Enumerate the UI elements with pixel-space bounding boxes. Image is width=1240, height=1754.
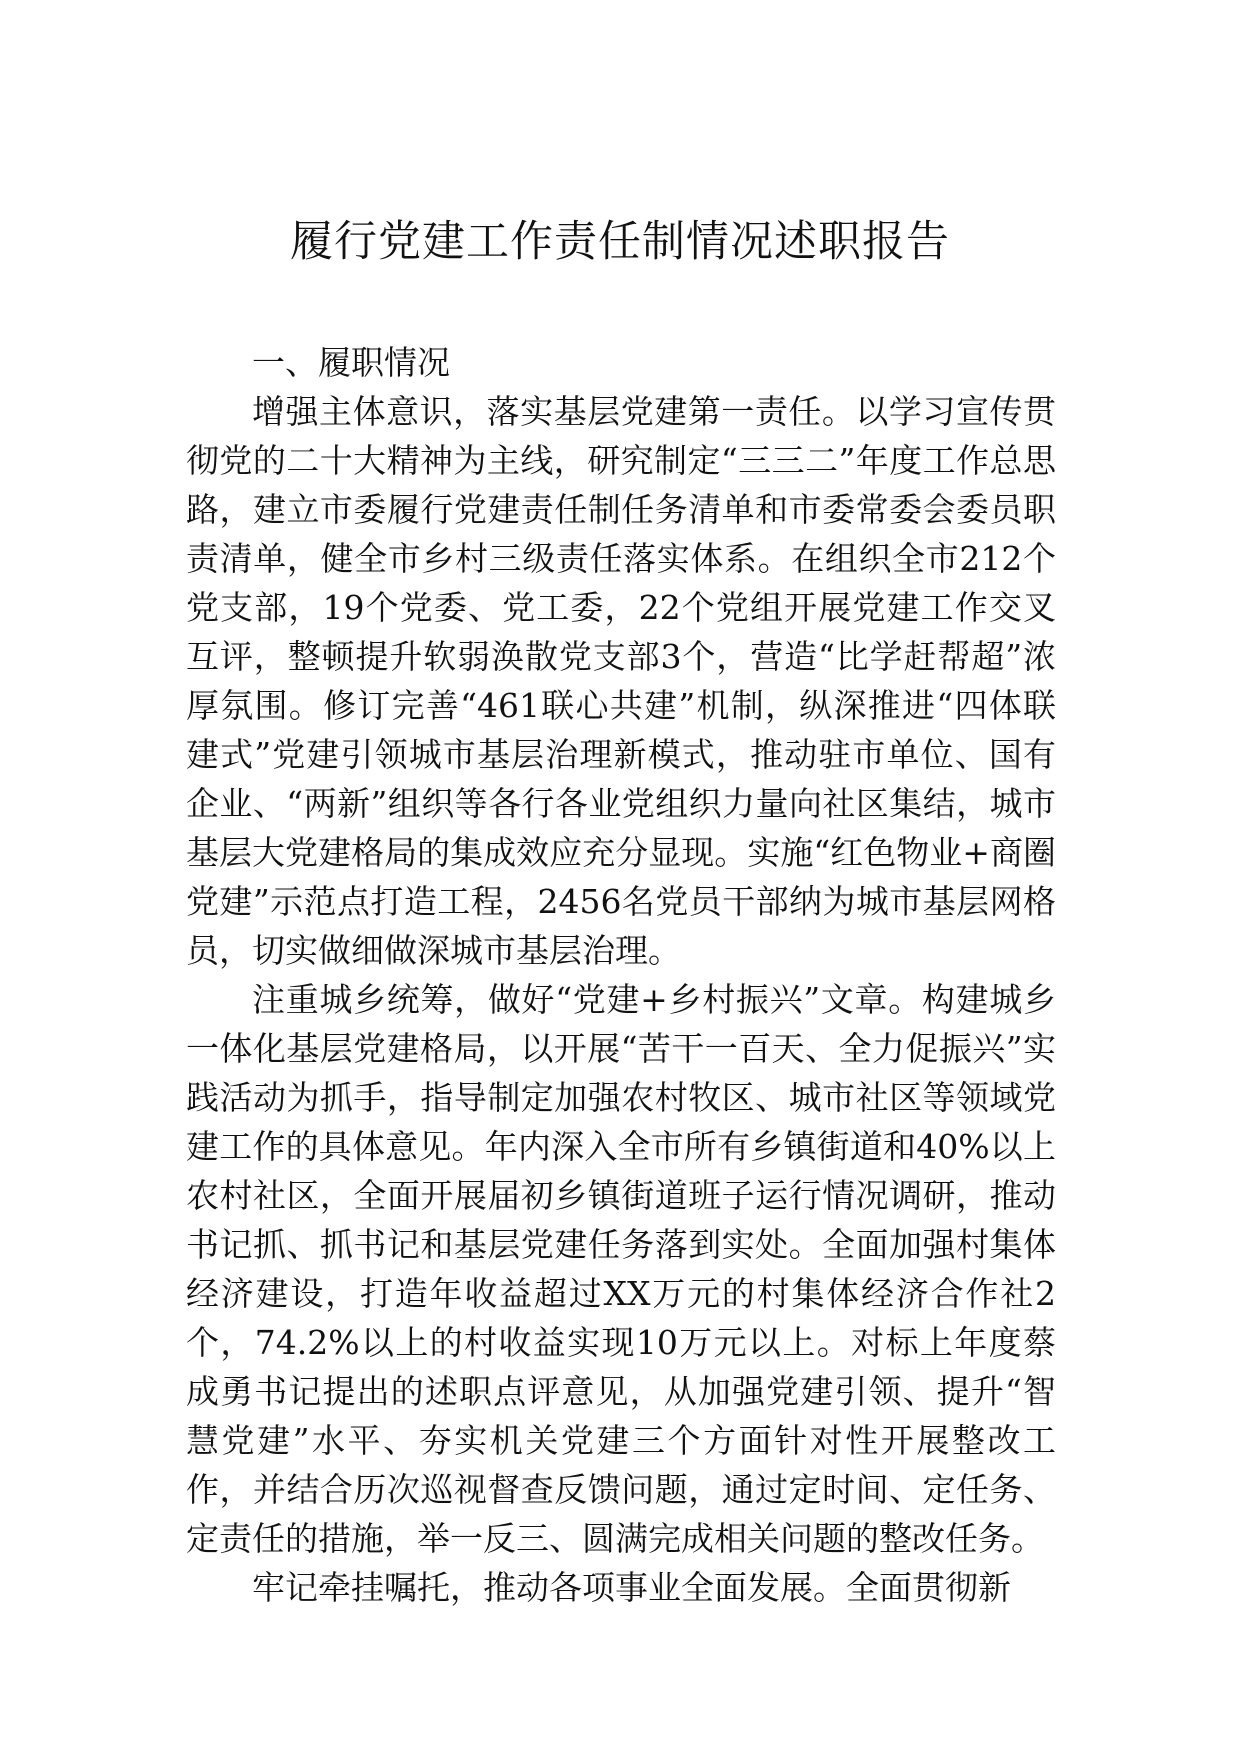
document-body [186,338,1056,1612]
document-title: 履行党建工作责任制情况述职报告 [290,217,950,267]
section-heading: 一、履职情况 [252,343,450,382]
paragraph-2: 注重城乡统筹，做好“党建+乡村振兴”文章。构建城乡一体化基层党建格局，以开展“苦干一百天、全力促振兴”实践活动为抓手，指导制定加强农村牧区、城市社区等领域党建工作的具体意见。年内深入全市所有乡镇街道和40%以上农村社区，全面开展届初乡镇街道班子运行情况调研，推动书记抓、抓书记和基层党建任务落到实处。全面加强村集体经济建设，打造年收益超过XX万元的村集体经济合作社2个，74.2%以上的村收益实现10万元以上。对标上年度蔡成勇书记提出的述职点评意见，从加强党建引领、提升“智慧党建”水平、夯实机关党建三个方面针对性开展整改工作，并结合历次巡视督查反馈问题，通过定时间、定任务、定责任的措施，举一反三、圆满完成相关问题的整改任务。 [186,980,1056,1558]
paragraph-1: 增强主体意识，落实基层党建第一责任。以学习宣传贯彻党的二十大精神为主线，研究制定“三三二”年度工作总思路，建立市委履行党建责任制任务清单和市委常委会委员职责清单，健全市乡村三级责任落实体系。在组织全市212个党支部，19个党委、党工委，22个党组开展党建工作交叉互评，整顿提升软弱涣散党支部3个，营造“比学赶帮超”浓厚氛围。修订完善“461联心共建”机制，纵深推进“四体联建式”党建引领城市基层治理新模式，推动驻市单位、国有企业、“两新”组织等各行各业党组织力量向社区集结，城市基层大党建格局的集成效应充分显现。实施“红色物业+商圈党建”示范点打造工程，2456名党员干部纳为城市基层网格员，切实做细做深城市基层治理。 [186,392,1056,970]
paragraph-3: 牢记牵挂嘱托，推动各项事业全面发展。全面贯彻新 [252,1568,1011,1607]
